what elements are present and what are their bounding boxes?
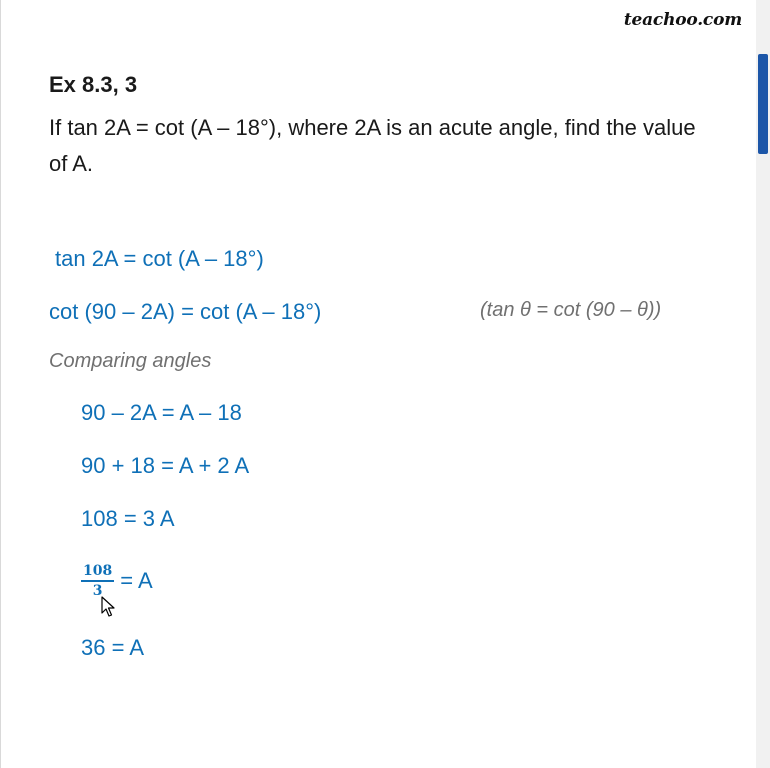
fraction-numerator: 108: [83, 563, 113, 579]
solution-step-5: 108 = 3 A: [81, 506, 175, 531]
question-text: If tan 2A = cot (A – 18°), where 2A is an acute angle, find the value of A.: [49, 115, 696, 176]
exercise-title: Ex 8.3, 3: [49, 72, 138, 97]
identity-note: (tan θ = cot (90 – θ)): [480, 299, 662, 321]
scrollbar-thumb[interactable]: [758, 54, 768, 154]
fraction-result: = A: [120, 568, 153, 593]
solution-step-4: 90 + 18 = A + 2 A: [81, 453, 250, 478]
solution-step-2: cot (90 – 2A) = cot (A – 18°): [49, 299, 322, 324]
solution-step-6: 36 = A: [81, 635, 145, 660]
fraction: [81, 563, 114, 599]
comparing-angles-label: Comparing angles: [49, 350, 212, 372]
solution-step-3: 90 – 2A = A – 18: [81, 400, 242, 425]
vertical-scrollbar[interactable]: [756, 0, 770, 768]
fraction-equation: [81, 563, 153, 599]
fraction-bar: [81, 580, 114, 582]
solution-step-1: tan 2A = cot (A – 18°): [55, 246, 264, 271]
fraction-denominator: 3: [92, 583, 103, 599]
mouse-pointer-icon: [101, 596, 117, 618]
brand-logo: teachoo.com: [623, 10, 742, 30]
